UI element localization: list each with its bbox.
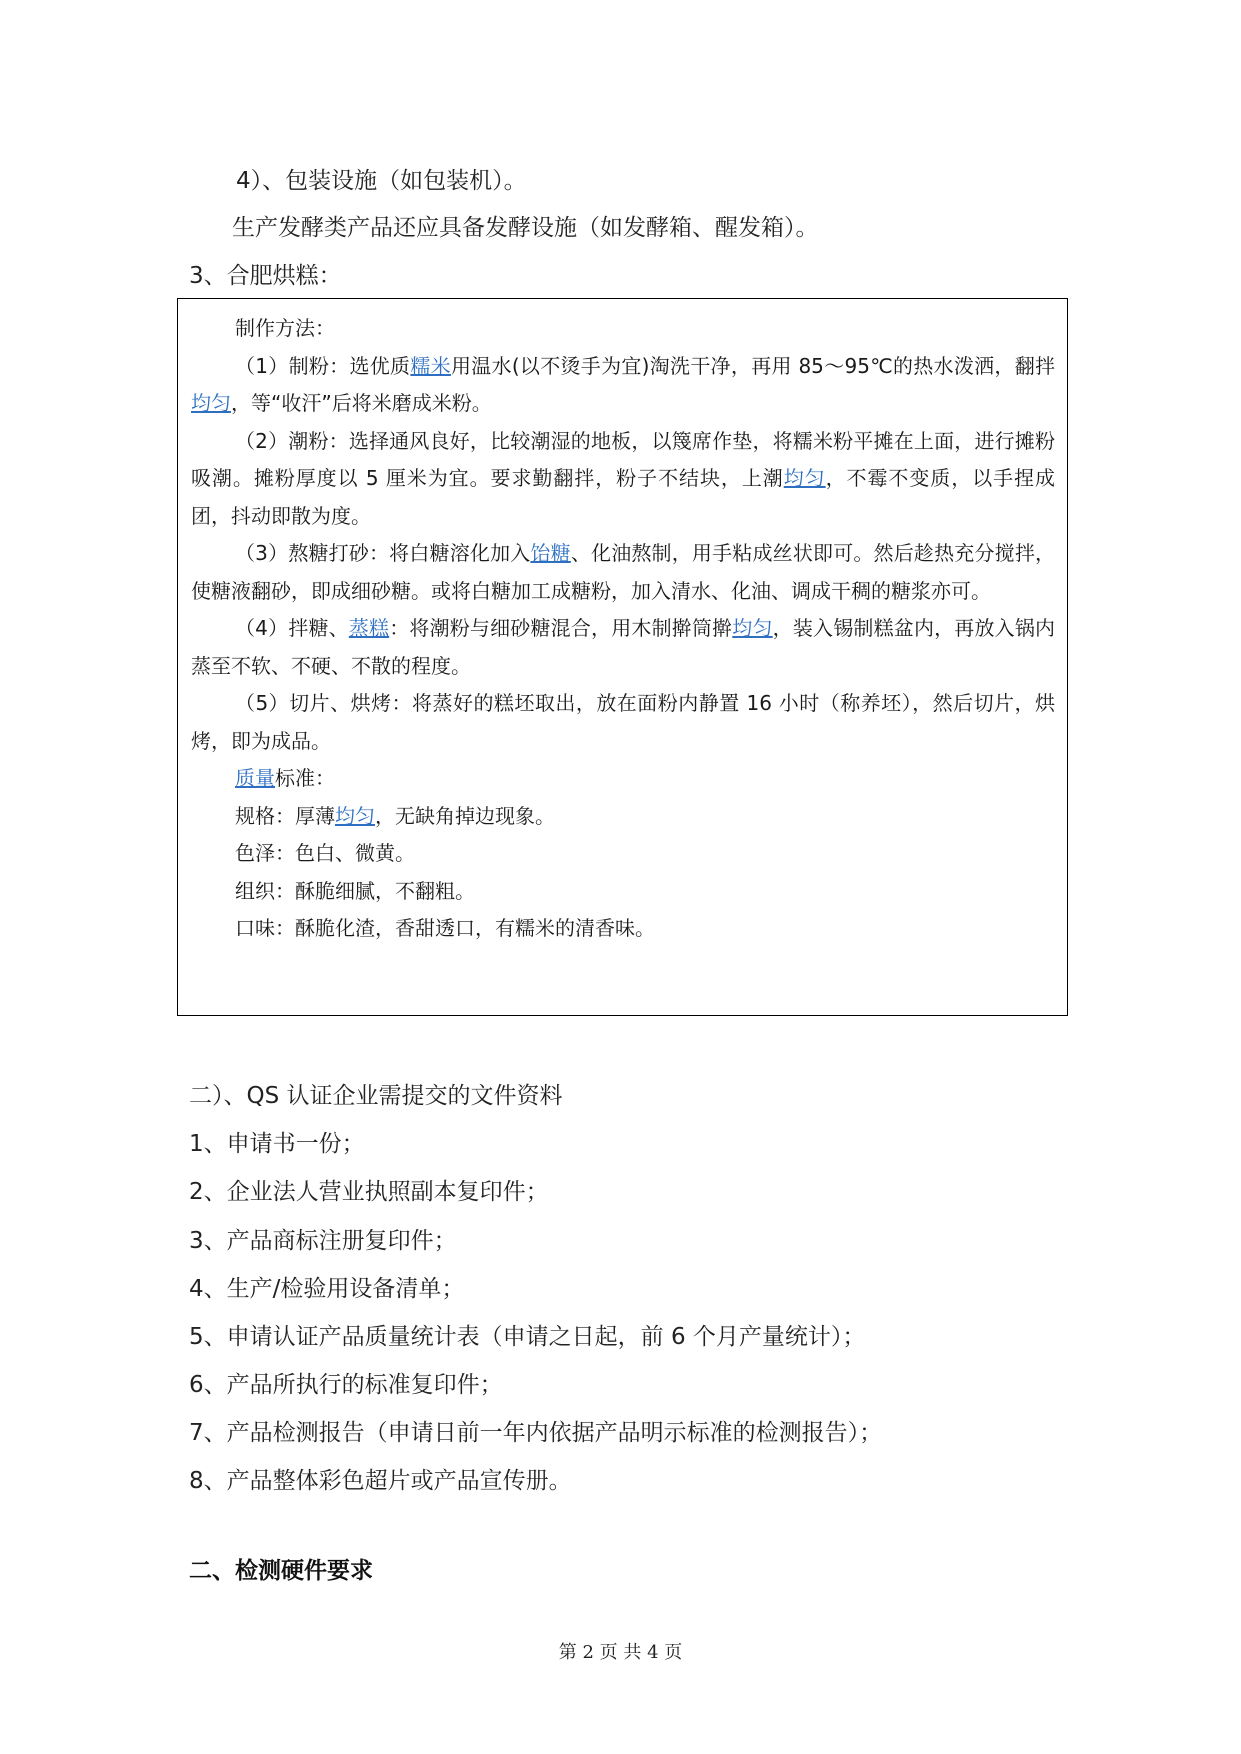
step-4-text-b: ：将潮粉与细砂糖混合，用木制擀筒擀 xyxy=(389,616,733,640)
texture-line: 组织：酥脆细腻，不翻粗。 xyxy=(235,878,475,903)
link-quality[interactable]: 质量 xyxy=(235,766,275,790)
file-item: 3、产品商标注册复印件； xyxy=(189,1228,457,1254)
link-glutinous-rice[interactable]: 糯米 xyxy=(410,353,451,378)
file-item: 6、产品所执行的标准复印件； xyxy=(189,1372,503,1398)
section-heading-hefei-cake: 3、合肥烘糕： xyxy=(189,263,342,289)
color-line: 色泽：色白、微黄。 xyxy=(235,841,415,865)
recipe-box xyxy=(177,298,1068,1016)
step-4-paragraph xyxy=(191,610,1055,685)
step-2-text-b: ，不霉不变质，以手捏成团，抖动即散为度。 xyxy=(191,466,1056,528)
step-1-text-a: （1）制粉：选优质 xyxy=(235,353,411,378)
file-item: 2、企业法人营业执照副本复印件； xyxy=(189,1179,549,1205)
step-1-text-c: ，等“收汗”后将米磨成米粉。 xyxy=(231,391,492,415)
file-item: 7、产品检测报告（申请日前一年内依据产品明示标准的检测报告）； xyxy=(189,1420,883,1446)
spec-line xyxy=(191,798,1055,836)
step-1-text-b: 用温水(以不烫手为宜)淘洗干净，再用 85～95℃的热水泼洒，翻拌 xyxy=(450,353,1056,378)
link-steamed-cake[interactable]: 蒸糕 xyxy=(348,616,390,640)
file-item: 1、申请书一份； xyxy=(189,1131,365,1157)
step-1-paragraph xyxy=(191,348,1055,423)
step-4-text-c: ，装入锡制糕盆内，再放入锅内蒸至不软、不硬、不散的程度。 xyxy=(191,616,1056,678)
quality-title-text: 标准： xyxy=(275,766,335,790)
files-section-title: 二）、QS 认证企业需提交的文件资料 xyxy=(189,1083,563,1109)
file-item: 8、产品整体彩色超片或产品宣传册。 xyxy=(189,1468,572,1494)
taste-line: 口味：酥脆化渣，香甜透口，有糯米的清香味。 xyxy=(235,916,655,940)
recipe-content xyxy=(191,310,1055,948)
step-2-paragraph xyxy=(191,423,1055,536)
step-4-text-a: （4）拌糖、 xyxy=(235,616,349,640)
link-maltose[interactable]: 饴糖 xyxy=(530,541,571,565)
step-3-text-a: （3）熬糖打砂：将白糖溶化加入 xyxy=(235,541,531,565)
quality-title xyxy=(191,760,1055,798)
spec-text-a: 规格：厚薄 xyxy=(235,803,335,828)
spec-text-b: ，无缺角掉边现象。 xyxy=(375,803,555,828)
file-item: 4、生产/检验用设备清单； xyxy=(189,1276,465,1302)
link-even[interactable]: 均匀 xyxy=(783,466,826,490)
step-2-text-a: （2）潮粉：选择通风良好，比较潮湿的地板，以篾席作垫，将糯米粉平摊在上面，进行摊粉吸潮。摊粉厚度以 5 厘米为宜。要求勤翻拌，粉子不结块，上潮 xyxy=(191,428,1055,490)
top-line-packaging: 4）、包装设施（如包装机）。 xyxy=(236,168,527,194)
method-title: 制作方法： xyxy=(235,316,335,340)
page-footer: 第 2 页 共 4 页 xyxy=(558,1642,683,1663)
top-line-fermentation: 生产发酵类产品还应具备发酵设施（如发酵箱、醒发箱）。 xyxy=(232,215,819,241)
step-5-paragraph: （5）切片、烘烤：将蒸好的糕坯取出，放在面粉内静置 16 小时（称养坯），然后切片，烘烤，即为成品。 xyxy=(191,691,1055,753)
step-3-text-b: 、化油熬制，用手粘成丝状即可。然后趁热充分搅拌，使糖液翻砂，即成细砂糖。或将白糖加工成糖粉，加入清水、化油、调成干稠的糖浆亦可。 xyxy=(191,541,1056,603)
link-even[interactable]: 均匀 xyxy=(732,616,773,640)
link-even[interactable]: 均匀 xyxy=(191,391,231,415)
heading-testing-hardware: 二、检测硬件要求 xyxy=(189,1558,373,1584)
file-item: 5、申请认证产品质量统计表（申请之日起，前 6 个月产量统计）； xyxy=(189,1324,866,1350)
step-3-paragraph xyxy=(191,535,1055,610)
link-even[interactable]: 均匀 xyxy=(335,803,375,828)
